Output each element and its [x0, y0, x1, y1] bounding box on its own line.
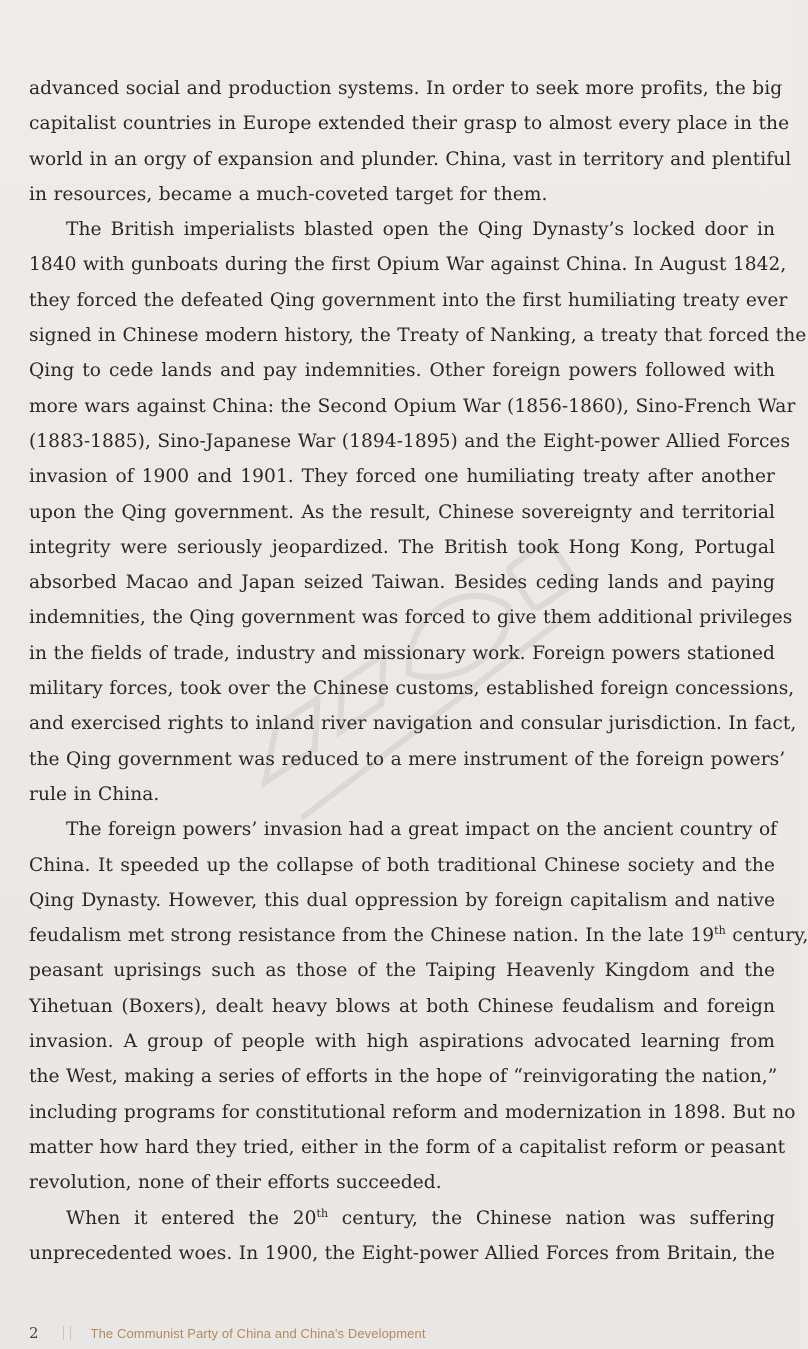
text-line: more wars against China: the Second Opium War (1856-1860), Sino-French War	[29, 395, 796, 417]
text-line: The British imperialists blasted open the Qing Dynasty’s locked door in	[66, 219, 775, 241]
text-line: advanced social and production systems. In order to seek more profits, the big	[29, 78, 783, 99]
text-line: in resources, became a much-coveted target for them.	[29, 183, 548, 205]
text-line: (1883-1885), Sino-Japanese War (1894-1895) and the Eight-power Allied Forces	[29, 430, 791, 452]
text-line: integrity were seriously jeopardized. The British took Hong Kong, Portugal	[29, 536, 775, 558]
text-line: peasant uprisings such as those of the Taiping Heavenly Kingdom and the	[29, 960, 775, 982]
text-line: world in an orgy of expansion and plunder. China, vast in territory and plentiful	[29, 148, 792, 170]
running-head: The Communist Party of China and China's Development	[90, 1325, 426, 1341]
text-line: absorbed Macao and Japan seized Taiwan. Besides ceding lands and paying	[29, 572, 775, 594]
text-line: feudalism met strong resistance from the Chinese nation. In the late 19th century,	[29, 923, 808, 947]
text-line: Yihetuan (Boxers), dealt heavy blows at both Chinese feudalism and foreign	[29, 995, 775, 1017]
page-number: 2	[29, 1324, 39, 1342]
text-line: in the fields of trade, industry and missionary work. Foreign powers stationed	[29, 642, 775, 664]
text-line: 1840 with gunboats during the first Opium War against China. In August 1842,	[29, 254, 787, 276]
text-line: revolution, none of their efforts succeeded.	[29, 1172, 442, 1194]
text-line: The foreign powers’ invasion had a great impact on the ancient country of	[66, 819, 778, 841]
text-line: the West, making a series of efforts in the hope of “reinvigorating the nation,”	[29, 1066, 778, 1088]
text-line: military forces, took over the Chinese customs, established foreign concessions,	[29, 678, 795, 700]
body-text	[29, 71, 808, 1271]
text-line: invasion of 1900 and 1901. They forced one humiliating treaty after another	[29, 466, 775, 488]
page-footer	[29, 1321, 426, 1345]
text-line: including programs for constitutional reform and modernization in 1898. But no	[29, 1101, 796, 1123]
text-line: Qing Dynasty. However, this dual oppression by foreign capitalism and native	[29, 889, 775, 911]
text-line: they forced the defeated Qing government into the first humiliating treaty ever	[29, 289, 788, 311]
text-line: signed in Chinese modern history, the Treaty of Nanking, a treaty that forced the	[29, 325, 807, 347]
text-line: unprecedented woes. In 1900, the Eight-power Allied Forces from Britain, the	[29, 1242, 775, 1264]
footer-divider	[63, 1326, 71, 1340]
text-line: rule in China.	[29, 783, 160, 805]
text-line: and exercised rights to inland river navigation and consular jurisdiction. In fact,	[29, 713, 797, 735]
text-line: invasion. A group of people with high aspirations advocated learning from	[29, 1031, 775, 1053]
text-line: Qing to cede lands and pay indemnities. Other foreign powers followed with	[29, 360, 775, 382]
ordinal-suffix: th	[316, 1206, 329, 1220]
text-line: capitalist countries in Europe extended their grasp to almost every place in the	[29, 113, 790, 135]
text-line: upon the Qing government. As the result, Chinese sovereignty and territorial	[29, 501, 775, 523]
ordinal-suffix: th	[714, 923, 726, 937]
text-line: indemnities, the Qing government was forced to give them additional privileges	[29, 607, 793, 629]
text-line: When it entered the 20th century, the Chinese nation was suffering	[66, 1206, 775, 1229]
text-line: China. It speeded up the collapse of both traditional Chinese society and the	[29, 854, 775, 876]
text-line: the Qing government was reduced to a mere instrument of the foreign powers’	[29, 748, 786, 770]
text-line: matter how hard they tried, either in the form of a capitalist reform or peasant	[29, 1136, 786, 1158]
